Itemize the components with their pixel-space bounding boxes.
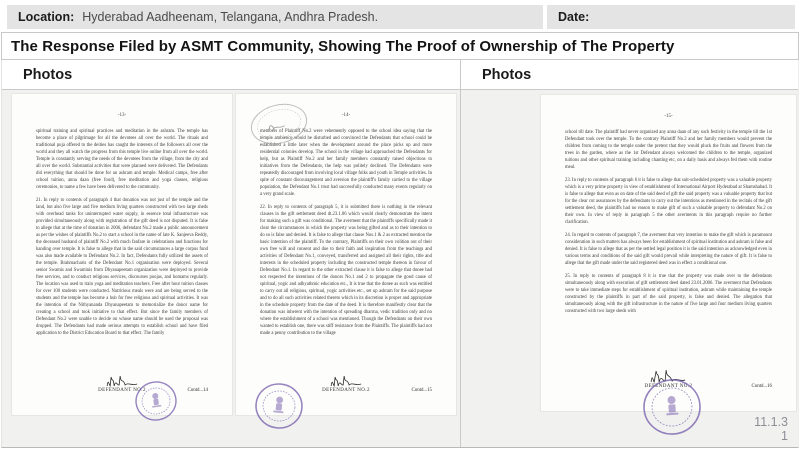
photos-header-left	[2, 60, 460, 90]
paragraph: members of Plaintiff No.2 were vehemently opposed to the school idea saying that the temple ambience would be disturbed and convinced the Defendants that school could be established a little later when the development around the place picks up and more residential colonies develop. The school in the village had approached the Defendants for help, but as Plaintiff No.2 and her family members constantly raised objections to initiatives from the Defendants, the help was politely declined. The Defendants were repeatedly discouraged from involving local village folks and youth in Temple activities. In spite of constant discouragement and aversion the plaintiff's family carried to the village population, the Defendant No.1 trust had successfully conducted many events regularly on a very grand scale.	[260, 129, 432, 197]
photos-label-left: Photos	[23, 66, 73, 83]
page-13-footer	[36, 369, 208, 393]
photos-body-right	[461, 90, 798, 447]
corner-reference	[754, 415, 788, 443]
handwritten-signature-icon	[329, 374, 363, 388]
scanned-page-14	[235, 93, 457, 416]
page-14-number: -14-	[341, 113, 351, 118]
page-15-number: -15-	[664, 114, 673, 119]
signature-block	[322, 374, 370, 393]
round-notary-seal-icon	[131, 376, 181, 426]
scanned-page-13	[11, 93, 233, 416]
paragraph: 22. In reply to contents of paragraph 5, it is submitted there is nothing in the relevant clauses in the gift settlement deed dt.23.1.06 which would clearly demonstrate the intent for making such a gift was conditional. The averment that the plaintiffs specifically made it clear the circumstances in which the property was being gifted and as to their intention to do so is false and denied. It is false to allege that clause Nos.1 & 2 as extracted mention the basic intention of the plaintiff. To the contrary, Plaintiffs on their own volition out of their own free will and consent and due to their faith and inspiration from the teachings and activities of Defendant No.1, conveyed, transferred and assigned all their rights, title and interests in the scheduled property including the constructed temple thereon in favour of Defendant No.1. In regard to the other extracted clause it is false to allege that donee had not respected the intentions of the donors No.1 and 2 to propagate the good cause of spiritual, yogic and adhyathmic education etc., It is true that the donee as such was entitled to carry out all religious, spiritual, yogic activities etc., set up ashram for the said purpose and to do all such activities related thereto which in its discretion is proper and appropriate in the schedule property from the date of the deed. It is therefore manifestly clear that the donation was inherent with the intention of spreading dharma, vedic tradition only and no where the establishment of a school was mentioned. Though the Defendants on their own wanted to establish one, there was stiff resistance from the Plaintiffs. The plaintiffs had not made a penny contribution to the village	[260, 205, 432, 336]
meta-bar	[7, 5, 795, 29]
scanned-page-15	[540, 94, 797, 412]
paragraph: school till date. The plaintiff had never organized any anna daan of any such festivity in the temple till the 1st Defendant took over the temple. To the contrary Plaintiff No.2 and her family members would prevent the children from coming to the temple under the pretext that they would pluck the fruits and flowers from the trees in the garden, where as the 1st Defendant always welcomed the children to the temple, organized tuitions and other spiritual training including chanting etc, on a daily basis and always fed them with routine meal.	[565, 130, 772, 170]
photos-panel-left	[2, 60, 461, 447]
page-13-number: -13-	[117, 113, 127, 118]
contd-label: Contd...15	[411, 388, 432, 393]
title-row	[1, 32, 799, 60]
date-field	[547, 5, 795, 29]
photos-label-right: Photos	[482, 66, 532, 83]
exhibit-ref-number: 11.1.3	[754, 415, 788, 429]
date-label: Date:	[558, 10, 590, 24]
page-title: The Response Filed by ASMT Community, Showing The Proof of Ownership of The Property	[11, 37, 675, 55]
page-15-text	[541, 95, 796, 315]
round-notary-seal-icon	[639, 375, 705, 439]
contd-label: Contd...16	[751, 384, 772, 389]
paragraph: spiritual training and spiritual practices and meditation in the ashram. The temple has become a place of pilgrimage for all the devotees all over the world. The rituals and traditional puja offered to the deities has caught the interests of the followers all over the world and they all watch the progress from this temple live online from all over the world. Temple is constantly serving the needs of the devotees from the village, from the city and all over the world. Substantial activities that were planned were delivered. The Defendants did everything that should be done for an ashram and temple. Medical camps, free after school tuition, anna daan (free food), free meditation and yoga classes, religious ceremonies, to name a few have been delivered to the community.	[36, 129, 208, 190]
paragraph: 25. In reply to contents of paragraph 8 it is true that the property was made over to the defendants simultaneously along with execution of gift settlement deed dated 23.01.2006. The averment that Defendants were to take immediate steps for establishment of spiritual institution, ashram while maintaining the temple constructed by the plaintiffs in part of the said property, is false and denied. The allegation that simultaneously along with the gift infrastructure in the nature of five large and four medium living quarters constructed with two large sheds with	[565, 274, 772, 314]
defendant-name: DEFENDANT NO.2	[322, 388, 370, 393]
location-field	[7, 5, 543, 29]
round-notary-seal-icon	[252, 379, 307, 434]
paragraph: 24. In regard to contents of paragraph 7, the averment that very intention to make the gift which is paramount consideration in such matters has always been for establishment of spiritual institution and ashram is false and denied. It is false to allege that as per the settled legal position it is the said intention as acknowledged even in various terms and conditions of the said gift would prevail while interpreting the nature of gift. It is false to allege that the gift made under the said registered deed was in effect a conditional one.	[565, 233, 772, 266]
photos-table	[1, 60, 799, 448]
location-value: Hyderabad Aadheenam, Telangana, Andhra Pradesh.	[82, 10, 379, 24]
photos-header-right	[461, 60, 798, 90]
sheet-page-number: 1	[781, 429, 788, 443]
page-13-text	[12, 94, 232, 337]
paragraph: 21. In reply to contents of paragraph 4 that donation was not just of the temple and the land, but also five large and five medium living quarters constructed with two large sheds with overhead tanks for uninterrupted water supply, in essence total infrastructure was provided simultaneously along with registration of the gift deed is not disputed. It is false to allege that at the time of donation in 2006, defendant No.2 made a public announcement as per the wishes of plaintiffs No.2 to start a school in the name of late K. Sanjeeva Reddy, the deceased husband of plaintiff No.2 with much fanfare in celebrations and functions for handing over temple. It is false to allege that in the said circumstances a large corpus fund was also made available to Defendant No.2. In fact, Defendants fully utilized the assets of the temple. Brahmacharis of the Defendant No.1 organisation were deployed. Several senior Swamis and Swaminis from Dhyanapeetam organization were deployed to provide free services, and to conduct religious services, discourses poojas, and homams regularly. The location was used to train yoga and meditation teachers. Free after hour tuition classes for over 100 students were conducted. Nutritious meals were and are being served to the students and the temple has become a hub for free religious and spiritual activities. It was the intention of the Nithyananda Dhyanapeetam to memorialize the donor name for creating a school and took initiative to that effect. But since the family members of Defendant No.2 were unable to decide on whose name should be used the proposal was dropped. The Defendants had made serious attempts to establish school and have filed application to the District Education Board to that effect. The family	[36, 198, 208, 336]
faded-round-seal-icon	[248, 100, 310, 148]
photos-body-left	[2, 90, 460, 447]
defendant-name: DEFENDANT NO.2	[644, 384, 693, 389]
paragraph: 23. In reply to contents of paragraph 6 it is false to allege that suit-scheduled property was a valuable property which is a very prime property in view of establishment of International Airport Hyderabad at Shamshabad. It is false to allege that even as on date of the said deed of gift the said property was a valuable property that but for the clear cut assurances by the defendants to carry out the intentions as mentioned in the recitals of the gift settlement deed, the plaintiffs had no reason to make gift of such a valuable property to defendant No.2 on their own. In view of reply in paragraph 5 the other averments in this paragraph require no further clarification.	[565, 178, 772, 225]
contd-label: Contd...14	[187, 388, 208, 393]
defendant-name: DEFENDANT NO.2	[98, 388, 146, 393]
photos-panel-right	[461, 60, 798, 447]
location-label: Location:	[18, 10, 75, 24]
